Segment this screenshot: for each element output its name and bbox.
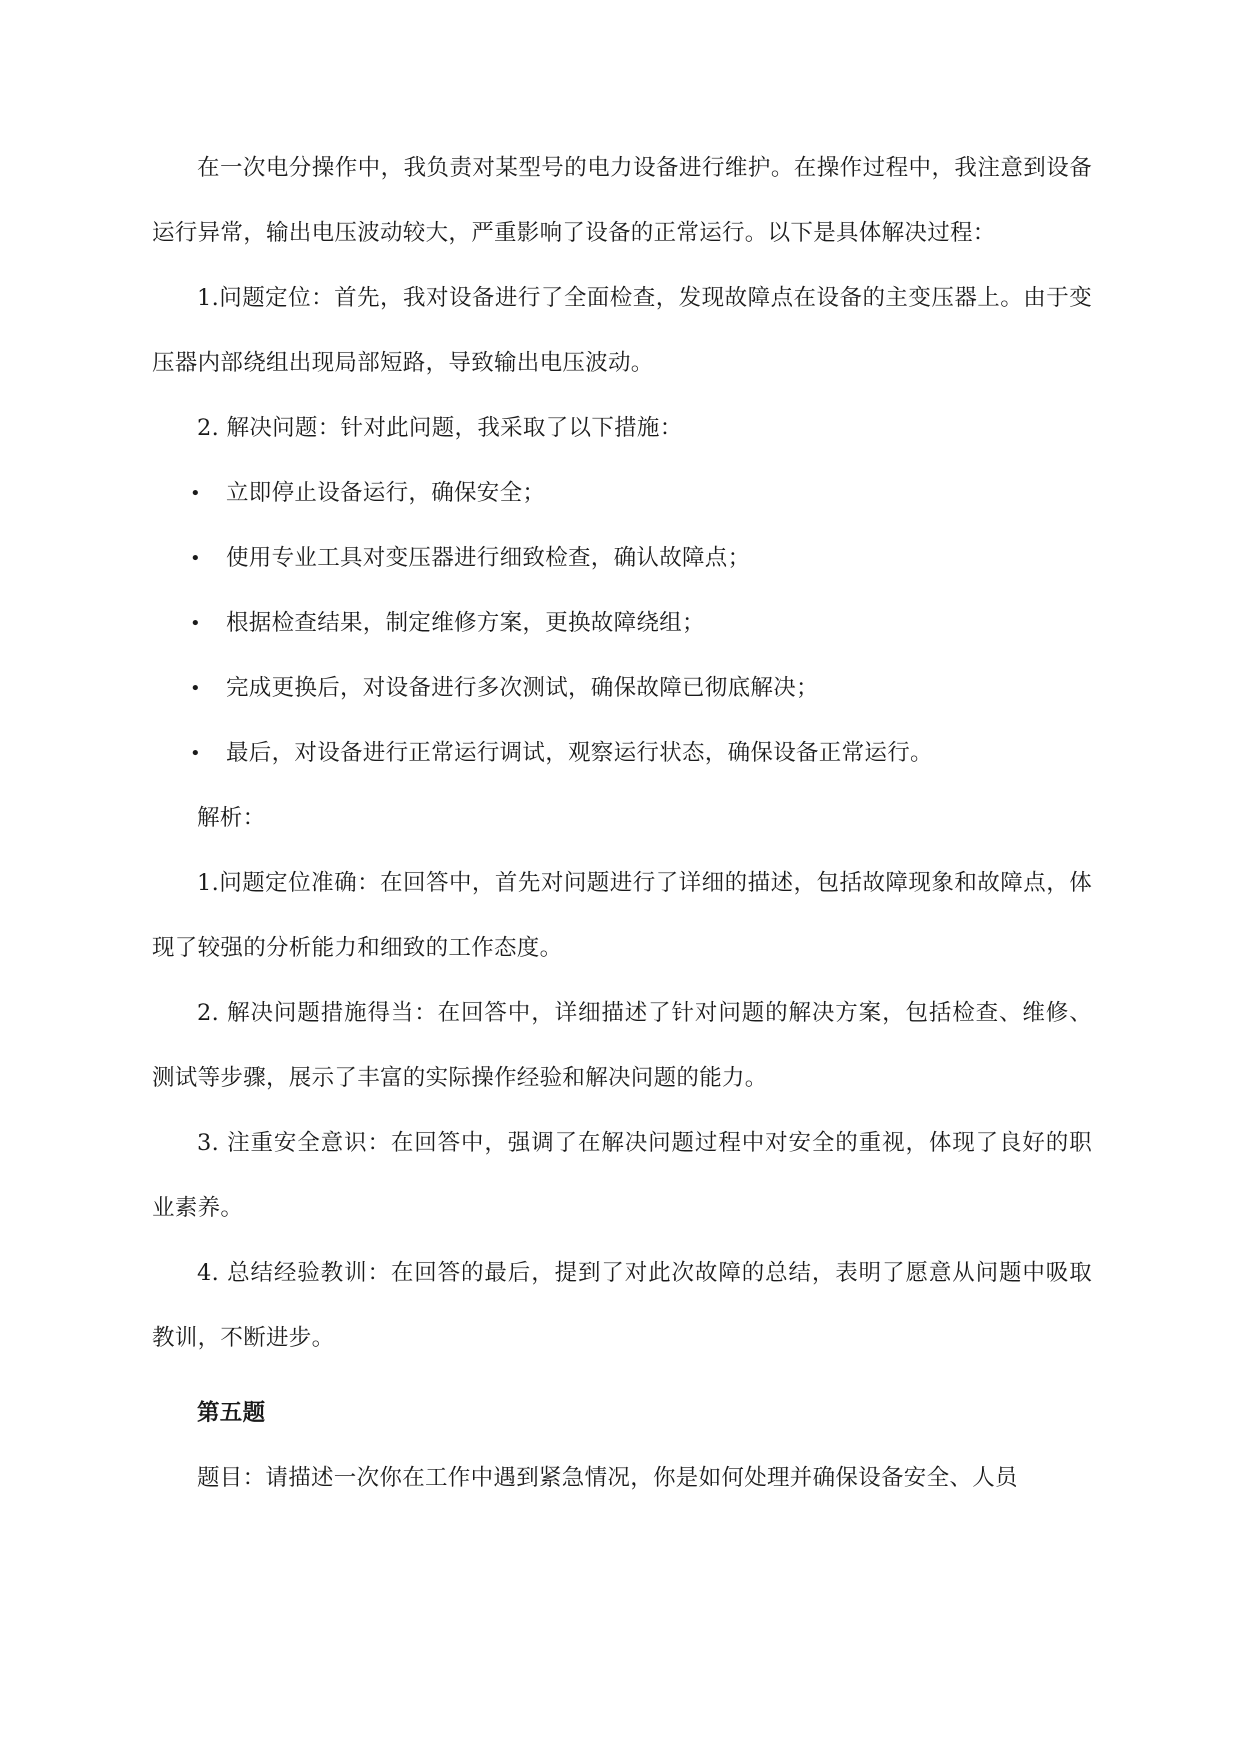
list-item (152, 461, 1092, 526)
list-item-text: 使用专业工具对变压器进行细致检查，确认故障点； (226, 545, 751, 571)
document-body (152, 136, 1092, 1511)
analysis-paragraph: 3. 注重安全意识：在回答中，强调了在解决问题过程中对安全的重视，体现了良好的职业素养。 (152, 1130, 1092, 1221)
analysis-paragraph: 4. 总结经验教训：在回答的最后，提到了对此次故障的总结，表明了愿意从问题中吸取教训，不断进步。 (152, 1260, 1092, 1351)
bullet-icon: • (190, 548, 201, 569)
list-item-text: 最后，对设备进行正常运行调试，观察运行状态，确保设备正常运行。 (226, 740, 933, 766)
list-item (152, 526, 1092, 591)
question-paragraph: 题目：请描述一次你在工作中遇到紧急情况，你是如何处理并确保设备安全、人员 (197, 1465, 1018, 1491)
analysis-paragraph: 1.问题定位准确：在回答中，首先对问题进行了详细的描述，包括故障现象和故障点，体现了较强的分析能力和细致的工作态度。 (152, 870, 1092, 961)
section-heading: 第五题 (197, 1400, 266, 1426)
bullet-icon: • (190, 613, 201, 634)
list-item-text: 根据检查结果，制定维修方案，更换故障绕组； (226, 610, 705, 636)
list-item-text: 立即停止设备运行，确保安全； (226, 480, 546, 506)
bullet-icon: • (190, 678, 201, 699)
bullet-icon: • (190, 743, 201, 764)
bullet-icon: • (190, 483, 201, 504)
intro-paragraph: 在一次电分操作中，我负责对某型号的电力设备进行维护。在操作过程中，我注意到设备运行异常，输出电压波动较大，严重影响了设备的正常运行。以下是具体解决过程： (152, 155, 1092, 246)
solution-intro-paragraph: 2. 解决问题：针对此问题，我采取了以下措施： (197, 415, 683, 441)
measures-list (152, 461, 1092, 786)
problem-location-paragraph: 1.问题定位：首先，我对设备进行了全面检查，发现故障点在设备的主变压器上。由于变压器内部绕组出现局部短路，导致输出电压波动。 (152, 285, 1092, 376)
list-item (152, 721, 1092, 786)
list-item (152, 656, 1092, 721)
list-item-text: 完成更换后，对设备进行多次测试，确保故障已彻底解决； (226, 675, 819, 701)
analysis-paragraph: 2. 解决问题措施得当：在回答中，详细描述了针对问题的解决方案，包括检查、维修、测试等步骤，展示了丰富的实际操作经验和解决问题的能力。 (152, 1000, 1092, 1091)
analysis-title: 解析： (197, 805, 266, 831)
list-item (152, 591, 1092, 656)
